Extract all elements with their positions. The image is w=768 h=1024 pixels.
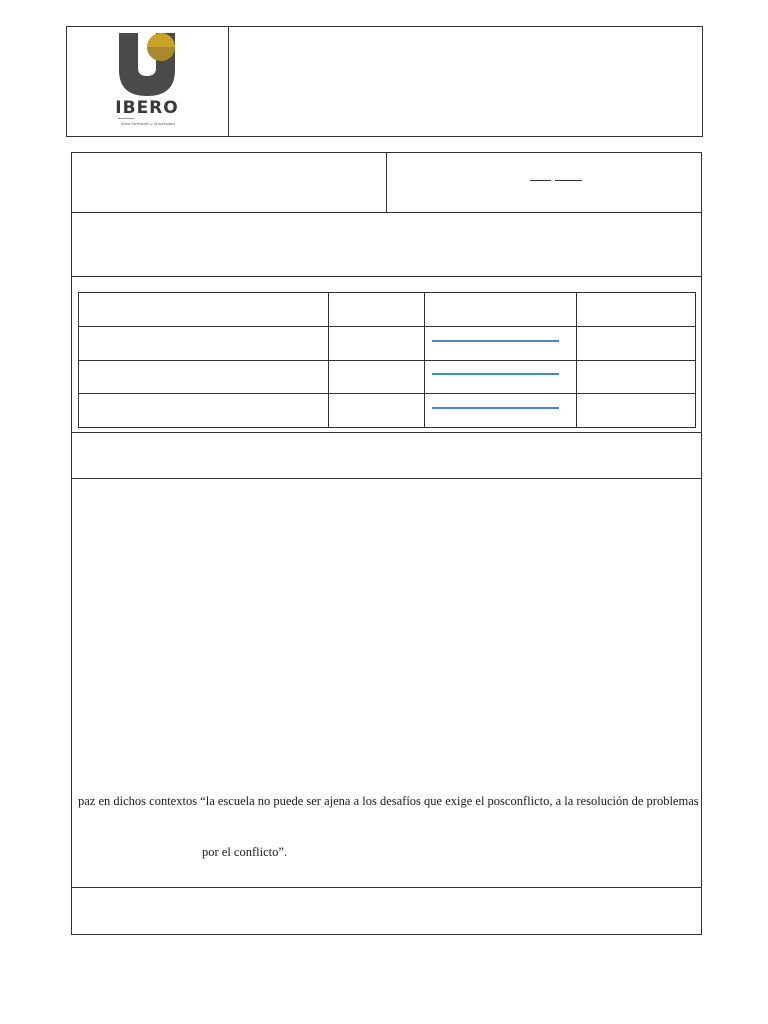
authors-row-divider-3 <box>78 393 696 394</box>
logo-rule <box>118 118 134 119</box>
email-link-3[interactable] <box>432 407 559 409</box>
row-separator-5 <box>71 887 702 888</box>
authors-row-divider-2 <box>78 360 696 361</box>
body-text-line-1: paz en dichos contextos “la escuela no puede ser ajena a los desafíos que exige el posconflicto, a la resolución de problemas <box>78 794 699 808</box>
date-blank-1 <box>530 180 551 181</box>
row-separator-1 <box>71 212 702 213</box>
row1-divider <box>386 152 387 212</box>
email-link-1[interactable] <box>432 340 559 342</box>
email-link-2[interactable] <box>432 373 559 375</box>
ibero-logo-icon <box>108 30 188 100</box>
body-text-line-2: por el conflicto”. <box>202 845 288 859</box>
row-separator-2 <box>71 276 702 277</box>
logo-wordmark: IBERO <box>115 98 179 118</box>
date-blank-2 <box>555 180 582 181</box>
ibero-logo <box>108 30 188 130</box>
row-separator-3 <box>71 432 702 433</box>
logo-tagline: Ibero Formación y Universidad <box>121 122 175 126</box>
form-table <box>71 152 702 935</box>
authors-row-divider-1 <box>78 326 696 327</box>
header-divider <box>228 26 229 137</box>
row-separator-4 <box>71 478 702 479</box>
